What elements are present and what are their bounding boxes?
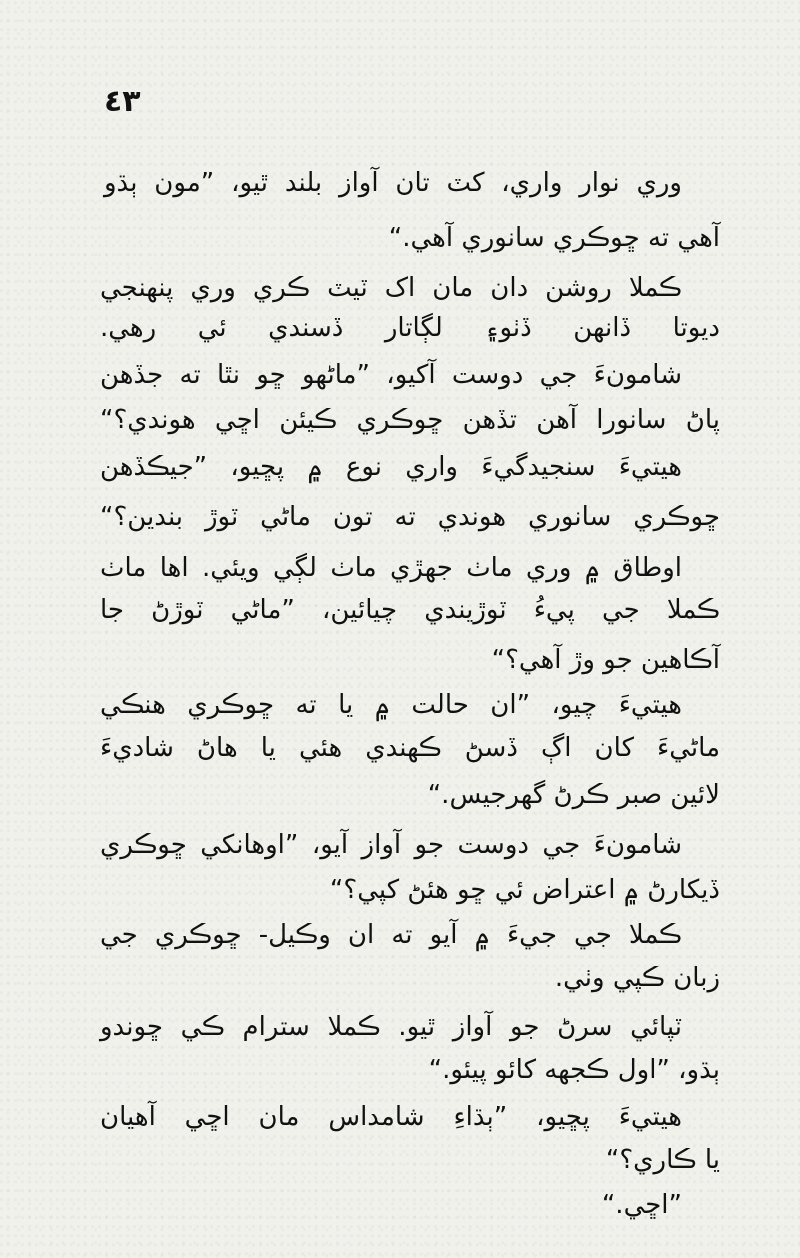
text-line: شامونءَ جي دوست جو آواز آيو، ”اوهانکي ڇوڪري bbox=[100, 830, 682, 860]
text-line: هيتيءَ سنجيدگيءَ واري نوع ۾ پڇيو، ”جيڪڏهن bbox=[100, 452, 682, 482]
text-line: ڪملا جي پيءُ ٽوڙيندي چيائين، ”ماڻي ٽوڙڻ جا bbox=[100, 595, 720, 625]
text-line: هيتيءَ چيو، ”ان حالت ۾ يا ته ڇوڪري هنڪي bbox=[100, 690, 682, 720]
text-line: آهي ته ڇوڪري سانوري آهي.“ bbox=[388, 223, 720, 253]
text-line: آڪاهين جو وڙ آهي؟“ bbox=[491, 645, 720, 675]
text-line: پاڻ سانورا آهن تڏهن ڇوڪري ڪيئن اڇي هوندي؟“ bbox=[100, 405, 720, 435]
text-line: ڪملا روشن دان مان اک ٽيٽ ڪري وري پنهنجي bbox=[100, 273, 682, 303]
text-line: ديوتا ڏانهن ڏٺو۽ لڳاتار ڏسندي ئي رهي. bbox=[100, 313, 720, 343]
text-line: يا ڪاري؟“ bbox=[605, 1145, 720, 1175]
text-line: ٻڌو، ”اول ڪجهه کائو پيئو.“ bbox=[428, 1055, 720, 1085]
text-line: ڪملا جي جيءَ ۾ آيو ته ان وڪيل- ڇوڪري جي bbox=[100, 920, 682, 950]
page-number: ٤٣ bbox=[104, 84, 141, 119]
text-line: شامونءَ جي دوست آکيو، ”ماڻهو ڇو نٿا ته جڏهن bbox=[100, 360, 682, 390]
text-line: ماڻيءَ کان اڳ ڏسڻ ڪهندي هئي يا هاڻ شاديءَ bbox=[100, 733, 720, 763]
text-line: وري نوار واري، کٽ تان آواز بلند ٿيو، ”مون ٻڌو bbox=[104, 168, 682, 198]
text-line: هيتيءَ پڇيو، ”ٻڌاءِ شامداس مان اڇي آهيان bbox=[100, 1102, 682, 1132]
text-line: اوطاق ۾ وري ماٺ جهڙي ماٺ لڳي ويئي. اها ماٺ bbox=[100, 553, 682, 583]
text-line: ڇوڪري سانوري هوندي ته تون ماڻي ٽوڙ بندين؟“ bbox=[100, 502, 720, 532]
text-line: زبان ڪپي وٺي. bbox=[554, 963, 720, 993]
text-line: لائين صبر ڪرڻ گهرجيس.“ bbox=[427, 780, 720, 810]
text-line: ڏيکارڻ ۾ اعتراض ئي ڇو هئڻ کپي؟“ bbox=[329, 875, 720, 905]
text-line: ٽپائي سرڻ جو آواز ٿيو. ڪملا سترام ڪي ڇوندو bbox=[100, 1012, 682, 1042]
text-line: ”اڇي.“ bbox=[601, 1190, 682, 1220]
